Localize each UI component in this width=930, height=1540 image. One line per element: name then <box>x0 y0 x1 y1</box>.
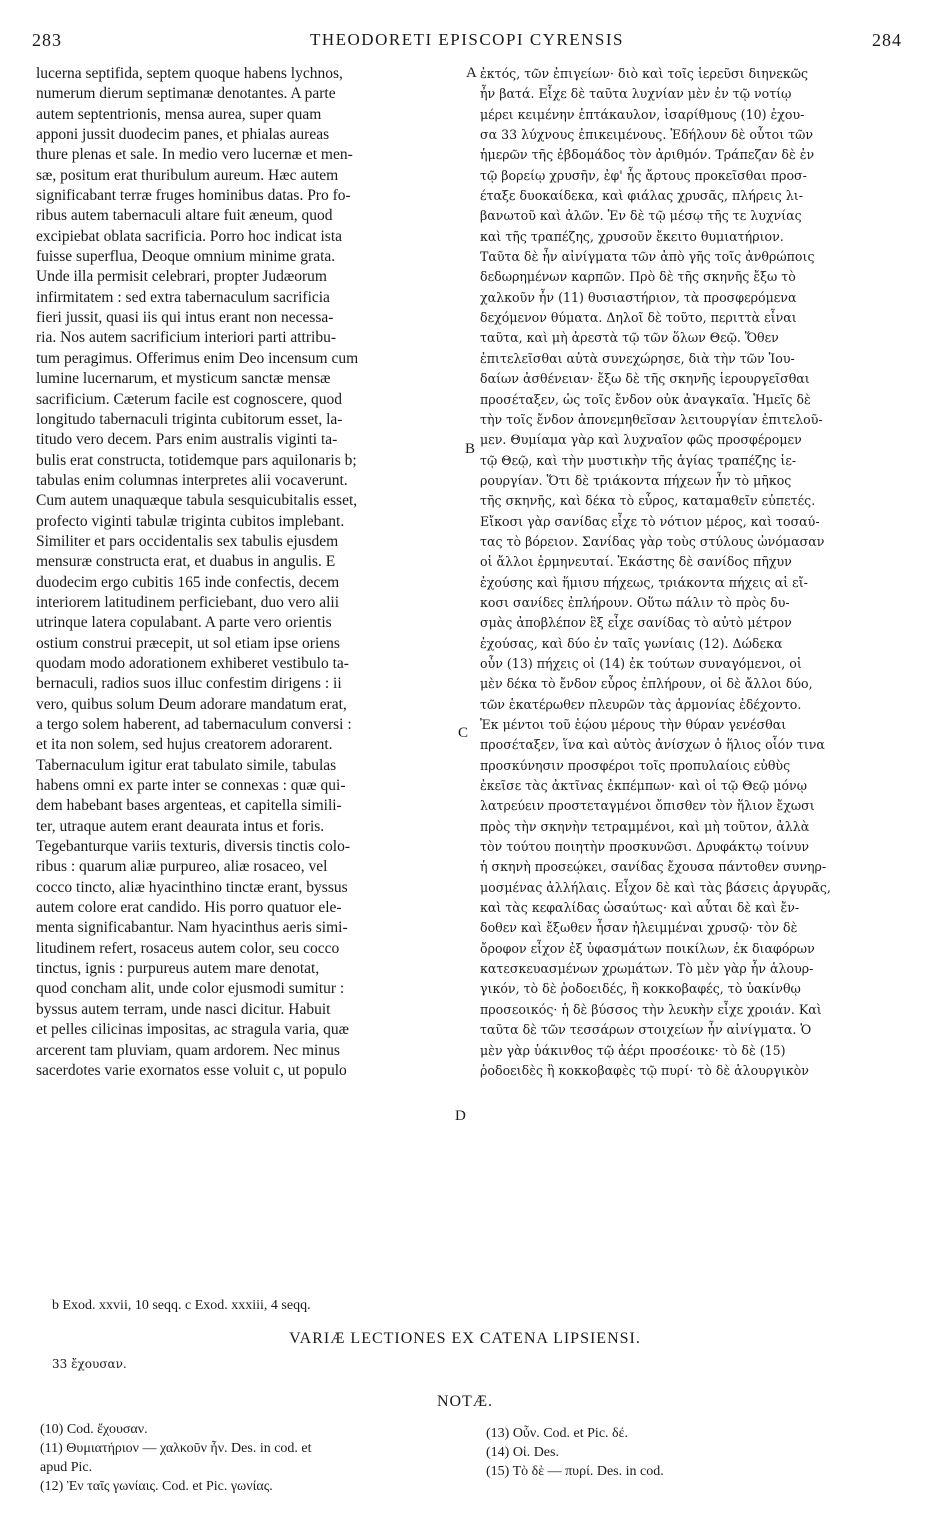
page-number-left: 283 <box>32 30 62 50</box>
latin-text-line: ter, utraque autem erant deaurata intus et foris. <box>36 817 325 835</box>
greek-text-line: τας τὸ βόρειον. Σανίδας γὰρ τοὺς στύλους ὠνόμασαν <box>480 533 825 549</box>
latin-text-line: autem septentrionis, mensa aurea, super quam <box>36 105 322 123</box>
latin-text-line: infirmitatem : sed extra tabernaculum sacrificia <box>36 288 330 306</box>
greek-text-line: ρουργίαν. Ὅτι δὲ τριάκοντα πήχεων ἦν τὸ μῆκος <box>480 472 792 488</box>
note-entry: (13) Οὖν. Cod. et Pic. δέ. <box>486 1426 629 1441</box>
greek-text-line: προσέταξεν, ἵνα καὶ αὐτὸς ἀνίσχων ὁ ἥλιος οἷόν τινα <box>480 737 825 753</box>
latin-text-line: ribus : quarum aliæ purpureo, aliæ rosaceo, vel <box>36 858 328 876</box>
latin-text-line: tum peragimus. Offerimus enim Deo incensum cum <box>36 349 359 367</box>
greek-text-line: οὖν (13) πήχεις οἱ (14) ἐκ τούτων συναγόμενοι, οἱ <box>480 655 802 671</box>
latin-text-line: litudinem refert, rosaceus autem color, seu cocco <box>36 939 340 957</box>
page-header <box>32 30 902 60</box>
greek-text-line: μέρει κειμένην ἑπτάκαυλον, ἰσαρίθμους (10) ἐχου- <box>480 106 805 122</box>
note-entry: (11) Θυμιατήριον — χαλκοῦν ἦν. Des. in cod. et <box>40 1441 312 1456</box>
greek-text-line: έταξε δυοκαίδεκα, καὶ φιάλας χρυσᾶς, πλήρεις λι- <box>480 188 803 204</box>
greek-text-line: πρὸς τὴν σκηνὴν τετραμμένοι, καὶ μὴ τοῦτον, ἀλλὰ <box>480 818 810 834</box>
margin-letter-b: B <box>465 441 476 457</box>
latin-text-line: apponi jussit duodecim panes, et phialas aureas <box>36 126 330 144</box>
latin-text-line: Tegebanturque variis texturis, diversis tinctis colo- <box>36 838 351 856</box>
margin-letter-d: D <box>455 1108 466 1124</box>
greek-text-line: καὶ τῆς τραπέζης, χρυσοῦν ἔκειτο θυμιατήριον. <box>480 228 784 244</box>
greek-text-line: δεδωρημένων καρπῶν. Πρὸ δὲ τῆς σκηνῆς ἔξω τὸ <box>480 269 796 285</box>
greek-text-line: τῷ Θεῷ, καὶ τὴν μυστικὴν τῆς ἁγίας τραπέζης ἱε- <box>480 452 797 468</box>
latin-text-line: longitudo tabernaculi triginta cubitorum esset, la- <box>36 410 343 428</box>
greek-text-line: βανωτοῦ καὶ ἁλῶν. Ἐν δὲ τῷ μέσῳ τῆς τε λυχνίας <box>480 208 802 224</box>
latin-text-line: dem habebant bases argenteas, et capitella simili- <box>36 797 342 815</box>
greek-text-line: ἐκτός, τῶν ἐπιγείων· διὸ καὶ τοῖς ἱερεῦσι διηνεκῶς <box>480 66 809 81</box>
margin-letter-a: A <box>466 65 477 81</box>
greek-text-line: ἡμερῶν τῆς ἑβδομάδος τὸν ἀριθμόν. Τράπεζαν δὲ ἐν <box>480 147 815 163</box>
latin-text-line: Tabernaculum igitur erat tabulato simile, tabulas <box>36 756 337 774</box>
greek-text-line: κατεσκευασμένων χρωμάτων. Τὸ μὲν γὰρ ἦν ἁλουρ- <box>480 961 814 977</box>
note-entry: (12) Ἐν ταῖς γωνίαις. Cod. et Pic. γωνίας. <box>40 1479 273 1494</box>
latin-text-line: bulis erat constructa, totidemque pars aquilonaris b; <box>36 451 357 469</box>
note-entry: (15) Τὸ δὲ — πυρί. Des. in cod. <box>486 1464 664 1479</box>
latin-text-line: ria. Nos autem sacrificium interiori parti attribu- <box>36 329 336 347</box>
latin-text-line: autem colore erat candido. His porro quatuor ele- <box>36 899 342 917</box>
latin-text-line: sacerdotes varie exornatos esse voluit c, ut populo <box>36 1061 347 1079</box>
latin-column <box>36 64 448 1081</box>
greek-text-line: προσκύνησιν προσφέροι τοῖς προπυλαίοις εὐθὺς <box>480 757 791 773</box>
running-title: THEODORETI EPISCOPI CYRENSIS <box>309 30 625 49</box>
latin-text-line: quod concham alit, unde color ejusmodi sumitur : <box>36 980 345 998</box>
greek-text-line: οἱ ἄλλοι ἑρμηνευταί. Ἑκάστης δὲ σανίδος πῆχυν <box>480 554 792 570</box>
latin-text-line: arcerent tam pluviam, quam ardorem. Nec minus <box>36 1041 340 1059</box>
latin-text-line: Cum autem unaquæque tabula sesquicubitalis esset, <box>36 492 358 510</box>
greek-text-line: μοσμένας ἀλλήλαις. Εἶχον δὲ καὶ τὰς βάσεις ἀργυρᾶς, <box>480 879 831 895</box>
latin-text-line: cocco tincto, aliæ hyacinthino tinctæ erant, byssus <box>36 878 348 896</box>
greek-text-line: κοσι σανίδες ἐπλήρουν. Οὕτω πάλιν τὸ πρὸς δυ- <box>480 594 790 610</box>
latin-text-line: byssus autem terram, unde nasci dicitur. Habuit <box>36 1000 331 1018</box>
greek-text-line: ἐχούσης καὶ ἥμισυ πήχεως, τριάκοντα πήχεις αἱ εἴ- <box>480 574 808 590</box>
latin-text-line: interiorem latitudinem perficiebant, duo vero alii <box>36 593 340 611</box>
latin-text-line: sæ, positum erat thuribulum aureum. Hæc autem <box>36 166 339 184</box>
latin-text-line: fieri jussit, quasi iis qui intus erant non necessa- <box>36 309 334 327</box>
latin-text-line: numerum dierum septimanæ denotantes. A parte <box>36 85 336 103</box>
greek-text-line: σα 33 λύχνους ἐπικειμένους. Ἐδήλουν δὲ οὗτοι τῶν <box>480 127 814 143</box>
latin-text-line: profecto viginti tabulæ triginta cubitos implebant. <box>36 512 345 530</box>
notes-right-column <box>486 1424 906 1481</box>
latin-text-line: significabant terræ fruges hominibus datas. Pro fo- <box>36 187 351 205</box>
latin-text-line: tabulas enim columnas interpretes alii vocaverunt. <box>36 471 348 489</box>
latin-text-line: Unde illa permisit celebrari, propter Judæorum <box>36 268 327 286</box>
greek-text-line: ὄροφον εἶχον ἐξ ὑφασμάτων ποικίλων, ἐκ διαφόρων <box>480 940 815 956</box>
greek-text-line: μὲν δέκα τὸ ἔνδον εὖρος ἐπλήρουν, οἱ δὲ ἄλλοι δύο, <box>480 676 813 692</box>
latin-text-line: quodam modo adorationem exhiberet vestibulo ta- <box>36 654 349 672</box>
latin-text-line: fuisse superflua, Deoque omnium minime grata. <box>36 248 336 266</box>
notae-heading: NOTÆ. <box>436 1393 494 1410</box>
greek-text-line: μεν. Θυμίαμα γὰρ καὶ λυχναῖον φῶς προσφέρομεν <box>480 432 802 448</box>
greek-text-line: ῥοδοειδὲς ἢ κοκκοβαφὲς τῷ πυρί· τὸ δὲ ἁλουργικὸν <box>480 1062 809 1078</box>
latin-text-line: et ita non solem, sed hujus creatorem adorarent. <box>36 736 333 754</box>
latin-text-line: a tergo solem haberent, ad tabernaculum conversi : <box>36 716 352 733</box>
variae-lectiones-heading: VARIÆ LECTIONES EX CATENA LIPSIENSI. <box>289 1330 641 1347</box>
greek-column <box>480 64 908 1081</box>
latin-text-line: lumine lucernarum, et mysticum sanctæ mensæ <box>36 370 331 388</box>
latin-text-line: bernaculi, radios suos illuc confestim dirigens : ii <box>36 675 342 693</box>
greek-text-line: χαλκοῦν ἦν (11) θυσιαστήριον, τὰ προσφερόμενα <box>480 289 797 305</box>
greek-text-line: λατρεύειν προστεταγμένοι ὄπισθεν τὸν ἥλιον ἔχωσι <box>480 798 815 814</box>
greek-text-line: προσεοικός· ἡ δὲ βύσσος τὴν λευκὴν εἶχε χροιάν. Καὶ <box>480 1001 822 1017</box>
greek-text-line: ἦν βατά. Εἶχε δὲ ταῦτα λυχνίαν μὲν ἐν τῷ νοτίῳ <box>480 86 792 102</box>
variae-lectiones-entry: 33 ἔχουσαν. <box>52 1357 127 1371</box>
greek-text-line: δεχόμενον θύματα. Δηλοῖ δὲ τοῦτο, περιττὰ εἶναι <box>480 310 797 326</box>
latin-text-line: vero, quibus solum Deum adorare mandatum erat, <box>36 695 347 713</box>
note-entry: apud Pic. <box>40 1460 93 1475</box>
note-entry: (14) Οἱ. Des. <box>486 1445 559 1460</box>
greek-text-line: τὸν τούτου ποιητὴν προσκυνῶσι. Δρυφάκτῳ τοίνυν <box>480 839 810 855</box>
latin-text-line: ostium construi præcepit, ut sol etiam ipse oriens <box>36 634 340 652</box>
greek-text-line: ἐπιτελεῖσθαι αὐτὰ συνεχώρησε, διὰ τὴν τῶν Ἰου- <box>480 350 795 366</box>
greek-text-line: τῷ βορείῳ χρυσῆν, ἐφ' ἧς ἄρτους προκεῖσθαι προσ- <box>480 167 807 183</box>
notes-left-column <box>40 1420 460 1496</box>
latin-text-line: habens omni ex parte inter se connexas : quæ qui- <box>36 777 346 795</box>
greek-text-line: ἐχούσας, καὶ δύο ἐν ταῖς γωνίαις (12). Δώδεκα <box>480 635 783 651</box>
greek-text-line: τὴν τοῖς ἔνδον ἀπονεμηθεῖσαν λειτουργίαν ἐπιτελοῦ- <box>480 411 823 427</box>
greek-text-line: μὲν γὰρ ὑάκινθος τῷ ἀέρι προσέοικε· τὸ δὲ (15) <box>480 1042 786 1058</box>
latin-text-line: ribus autem tabernaculi altare fuit æneum, quod <box>36 207 333 225</box>
greek-text-line: ταῦτα, καὶ μὴ ἀρεστὰ τῷ τῶν ὅλων Θεῷ. Ὅθεν <box>480 330 779 346</box>
latin-text-line: titudo vero decem. Pars enim australis viginti ta- <box>36 431 338 449</box>
greek-text-line: ἡ σκηνὴ προσεῴκει, σανίδας ἔχουσα πάντοθεν συνηρ- <box>480 859 827 875</box>
greek-text-line: γικόν, τὸ δὲ ῥοδοειδές, ἢ κοκκοβαφές, τὸ ὑακίνθῳ <box>480 981 801 997</box>
greek-text-line: δαίων ἀσθένειαν· ἔξω δὲ τῆς σκηνῆς ἱερουργεῖσθαι <box>480 371 810 387</box>
greek-text-line: σμὰς ἀποβλέπον ἓξ εἶχε σανίδας τὸ αὐτὸ μέτρον <box>480 615 792 631</box>
greek-text-line: Ταῦτα δὲ ἦν αἰνίγματα τῶν ἀπὸ γῆς τοῖς ἀνθρώποις <box>480 249 815 265</box>
greek-text-line: τῶν ἑκατέρωθεν πλευρῶν τὰς ἁρμονίας ἐδέχοντο. <box>480 696 802 712</box>
greek-text-line: ἐκεῖσε τὰς ἀκτῖνας ἐκπέμπων· καὶ οἱ τῷ Θεῷ μόνῳ <box>480 778 807 794</box>
page-number-right: 284 <box>872 30 902 50</box>
margin-letter-c: C <box>458 725 469 741</box>
latin-text-line: tinctus, ignis : purpureus autem mare denotat, <box>36 960 320 978</box>
greek-text-line: Ἐκ μέντοι τοῦ ἑῴου μέρους τὴν θύραν γενέσθαι <box>480 717 787 732</box>
scripture-footnote: b Exod. xxvii, 10 seqq. c Exod. xxxiii, 4 seqq. <box>52 1298 311 1313</box>
latin-text-line: sacrificium. Cæterum facile est cognoscere, quod <box>36 390 343 408</box>
greek-text-line: Εἴκοσι γὰρ σανίδας εἶχε τὸ νότιον μέρος, καὶ τοσαύ- <box>480 513 820 529</box>
greek-text-line: δοθεν καὶ ἔξωθεν ἦσαν ἠλειμμέναι χρυσῷ· τὸν δὲ <box>480 920 798 936</box>
note-entry: (10) Cod. ἔχουσαν. <box>40 1422 148 1437</box>
latin-text-line: Similiter et pars occidentalis sex tabulis ejusdem <box>36 532 339 550</box>
greek-text-line: ταῦτα δὲ τῶν τεσσάρων στοιχείων ἦν αἰνίγματα. Ὁ <box>480 1022 812 1038</box>
greek-text-line: καὶ τὰς κεφαλίδας ὡσαύτως· καὶ αὗται δὲ καὶ ἔν- <box>480 900 800 916</box>
latin-text-line: lucerna septifida, septem quoque habens lychnos, <box>36 65 343 82</box>
latin-text-line: et pelles cilicinas impositas, ac stragula varia, quæ <box>36 1021 349 1039</box>
greek-text-line: προσέταξεν, ὡς τοῖς ἔνδον οὐκ ἀναγκαῖα. Ἡμεῖς δὲ <box>480 391 811 407</box>
latin-text-line: utrinque latera copulabant. A parte vero orientis <box>36 614 332 632</box>
latin-text-line: menta significabantur. Nam hyacinthus aeris simi- <box>36 919 348 937</box>
latin-text-line: mensuræ constructa erat, et duabus in angulis. E <box>36 553 336 571</box>
latin-text-line: thure plenas et sale. In medio vero lucernæ et men- <box>36 146 353 164</box>
latin-text-line: duodecim ergo cubitis 165 inde confectis, decem <box>36 573 340 591</box>
greek-text-line: τῆς σκηνῆς, καὶ δέκα τὸ εὖρος, καταμαθεῖν εὐπετές. <box>480 493 816 509</box>
latin-text-line: excipiebat oblata sacrificia. Porro hoc indicat ista <box>36 227 343 245</box>
